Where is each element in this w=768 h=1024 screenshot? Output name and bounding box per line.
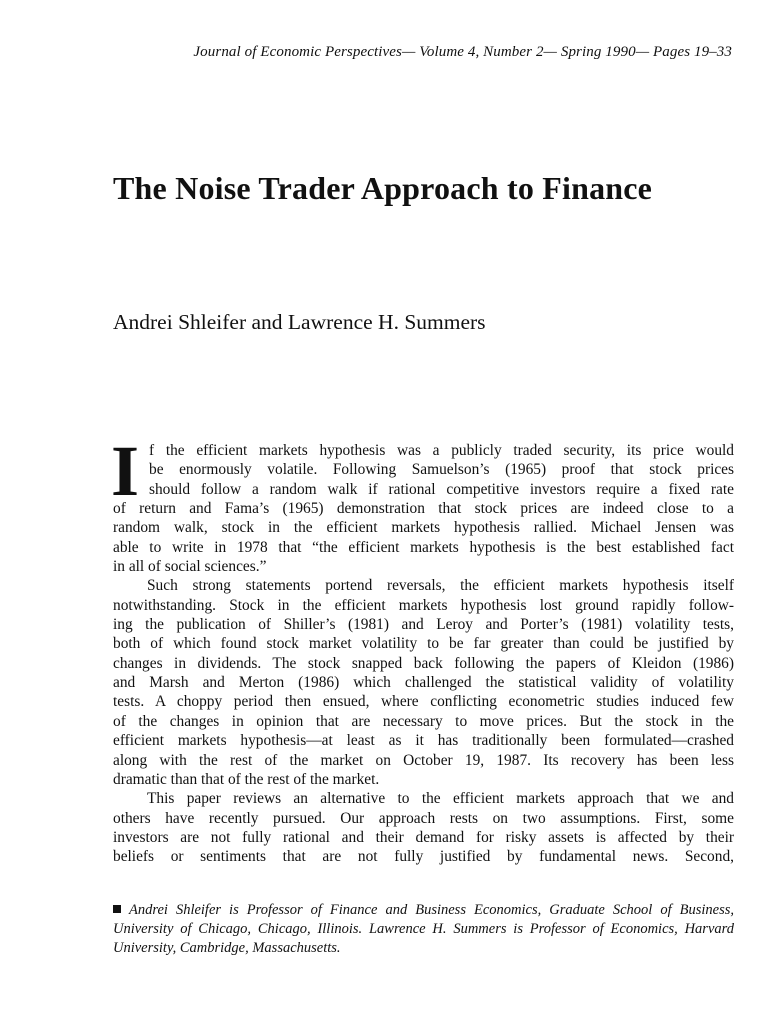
body-line: ing the publication of Shiller’s (1981) and Leroy and Porter’s (1981) volatility tests, [113,616,734,634]
body-line: investors are not fully rational and their demand for risky assets is affected by their [113,828,734,846]
body-line: of return and Fama’s (1965) demonstration that stock prices are indeed close to a [113,500,734,518]
body-line: and Marsh and Merton (1986) which challenged the statistical validity of volatility [113,674,734,692]
body-line: This paper reviews an alternative to the efficient markets approach that we and [147,790,734,808]
body-line: beliefs or sentiments that are not fully justified by fundamental news. Second, [113,848,734,866]
body-line: should follow a random walk if rational competitive investors require a fixed rate [149,480,734,498]
body-line: along with the rest of the market on October 19, 1987. Its recovery has been less [113,751,734,769]
article-title: The Noise Trader Approach to Finance [113,170,653,206]
body-line: able to write in 1978 that “the efficient markets hypothesis is the best established fact [113,538,734,556]
body-line: be enormously volatile. Following Samuelson’s (1965) proof that stock prices [149,461,734,479]
body-line: random walk, stock in the efficient markets hypothesis rallied. Michael Jensen was [113,519,734,537]
body-line: others have recently pursued. Our approach rests on two assumptions. First, some [113,809,734,827]
author-line: Andrei Shleifer and Lawrence H. Summers [113,310,486,334]
body-line: notwithstanding. Stock in the efficient markets hypothesis lost ground rapidly follow- [113,596,734,614]
body-line: f the efficient markets hypothesis was a publicly traded security, its price would [149,442,734,459]
footnote-line [113,901,734,920]
body-line: tests. A choppy period then ensued, where conflicting econometric studies induced few [113,693,734,711]
author-footnote [113,901,734,958]
footnote-text: Andrei Shleifer is Professor of Finance and Business Economics, Graduate School of Business, [129,902,734,918]
footnote-line: University, Cambridge, Massachusetts. [113,940,341,956]
body-line: of the changes in opinion that are necessary to move prices. But the stock in the [113,712,734,730]
body-line: changes in dividends. The stock snapped back following the papers of Kleidon (1986) [113,654,734,672]
body-line: Such strong statements portend reversals, the efficient markets hypothesis itself [147,577,734,595]
footnote-line: University of Chicago, Chicago, Illinois. Lawrence H. Summers is Professor of Economics, Harvard [113,921,734,937]
body-line: efficient markets hypothesis—at least as it has traditionally been formulated—crashed [113,732,734,750]
running-head: Journal of Economic Perspectives— Volume 4, Number 2— Spring 1990— Pages 19–33 [193,44,732,60]
article-body [111,431,734,867]
body-line: in all of social sciences.” [113,558,267,576]
body-line: both of which found stock market volatility to be far greater than could be justified by [113,635,734,653]
drop-cap: I [111,431,140,511]
body-line: dramatic than that of the rest of the market. [113,770,380,788]
square-bullet-icon [113,905,121,913]
